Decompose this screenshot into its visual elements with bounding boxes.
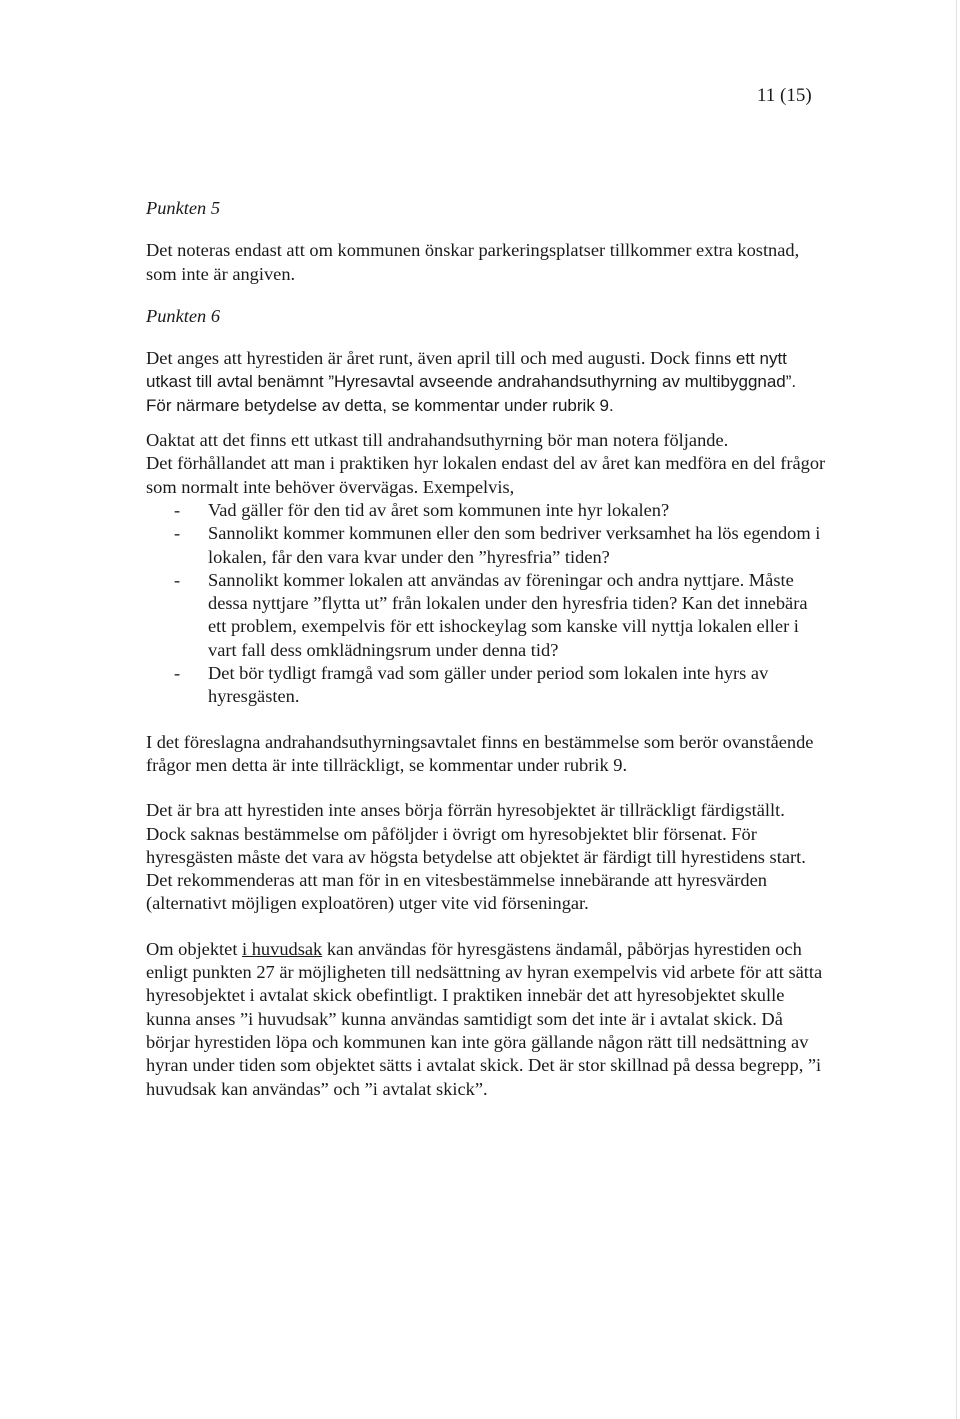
- list-item-text: Vad gäller för den tid av året som kommunen inte hyr lokalen?: [208, 499, 670, 520]
- underlined-term: i huvudsak: [242, 938, 323, 959]
- paragraph-hyrestid: [146, 347, 826, 417]
- paragraph-hyrestid-part2: ett nytt utkast till avtal benämnt ”Hyresavtal avseende andrahandsuthyrning av multibyggnad”. För närmare betydelse av detta, se kommentar under rubrik 9.: [146, 349, 797, 415]
- heading-punkten-6: Punkten 6: [146, 305, 221, 326]
- dash-marker: -: [174, 499, 181, 520]
- dash-marker: -: [174, 663, 181, 684]
- paragraph-hyrestid-part1: Det anges att hyrestiden är året runt, även april till och med augusti. Dock finns: [146, 348, 736, 369]
- list-item-text: Sannolikt kommer lokalen att användas av föreningar och andra nyttjare. Måste dessa nyttjare ”flytta ut” från lokalen under den hyresfria tiden? Kan det innebära ett problem, exempelvis för ett ishockeylag som kanske vill nyttja lokalen eller i vart fall dess omklädningsrum under denna tid?: [208, 569, 808, 660]
- list-item-text: Det bör tydligt framgå vad som gäller under period som lokalen inte hyrs av hyresgästen.: [208, 663, 769, 707]
- list-item: [146, 662, 826, 709]
- list-item: [146, 569, 826, 662]
- question-list: [146, 499, 826, 709]
- list-item: [146, 499, 826, 522]
- list-item: [146, 522, 826, 569]
- paragraph-fardigstallt: Det är bra att hyrestiden inte anses börja förrän hyresobjektet är tillräckligt färdigställt. Dock saknas bestämmelse om påföljder i övrigt om hyresobjektet blir försenat. För hyresgästen måste det vara av högsta betydelse att objektet är färdigt till hyrestidens start. Det rekommenderas att man för in en vitesbestämmelse innebärande att hyresvärden (alternativt möjligen exploatören) utger vite vid förseningar.: [146, 800, 806, 914]
- paragraph-punkten-5: Det noteras endast att om kommunen önskar parkeringsplatser tillkommer extra kostnad, som inte är angiven.: [146, 240, 800, 284]
- list-item-text: Sannolikt kommer kommunen eller den som bedriver verksamhet ha lös egendom i lokalen, får den vara kvar under den ”hyresfria” tiden?: [208, 523, 821, 567]
- document-body: [146, 197, 826, 1101]
- paragraph-i-huvudsak: [146, 938, 826, 1101]
- page-edge-line: [956, 0, 957, 1419]
- paragraph-oaktat: Oaktat att det finns ett utkast till andrahandsuthyrning bör man notera följande.: [146, 430, 729, 451]
- paragraph-andrahandsavtal: I det föreslagna andrahandsuthyrningsavtalet finns en bestämmelse som berör ovanstående frågor men detta är inte tillräckligt, se kommentar under rubrik 9.: [146, 731, 814, 775]
- paragraph-i-huvudsak-after: kan användas för hyresgästens ändamål, påbörjas hyrestiden och enligt punkten 27 är möjligheten till nedsättning av hyran exempelvis vid arbete för att sätta hyresobjektet i avtalat skick obefintligt. I praktiken innebär det att hyresobjektet skulle kunna anses ”i huvudsak” kunna användas samtidigt som det inte är i avtalat skick. Då börjar hyrestiden löpa och kommunen kan inte göra gällande någon rätt till nedsättning av hyran under tiden som objektet sätts i avtalat skick. Det är stor skillnad på dessa begrepp, ”i huvudsak kan användas” och ”i avtalat skick”.: [146, 938, 823, 1099]
- page-number: 11 (15): [757, 85, 812, 106]
- dash-marker: -: [174, 569, 181, 590]
- paragraph-i-huvudsak-before: Om objektet: [146, 938, 243, 959]
- dash-marker: -: [174, 523, 181, 544]
- paragraph-forhallandet: Det förhållandet att man i praktiken hyr lokalen endast del av året kan medföra en del frågor som normalt inte behöver övervägas. Exempelvis,: [146, 453, 826, 497]
- heading-punkten-5: Punkten 5: [146, 198, 221, 218]
